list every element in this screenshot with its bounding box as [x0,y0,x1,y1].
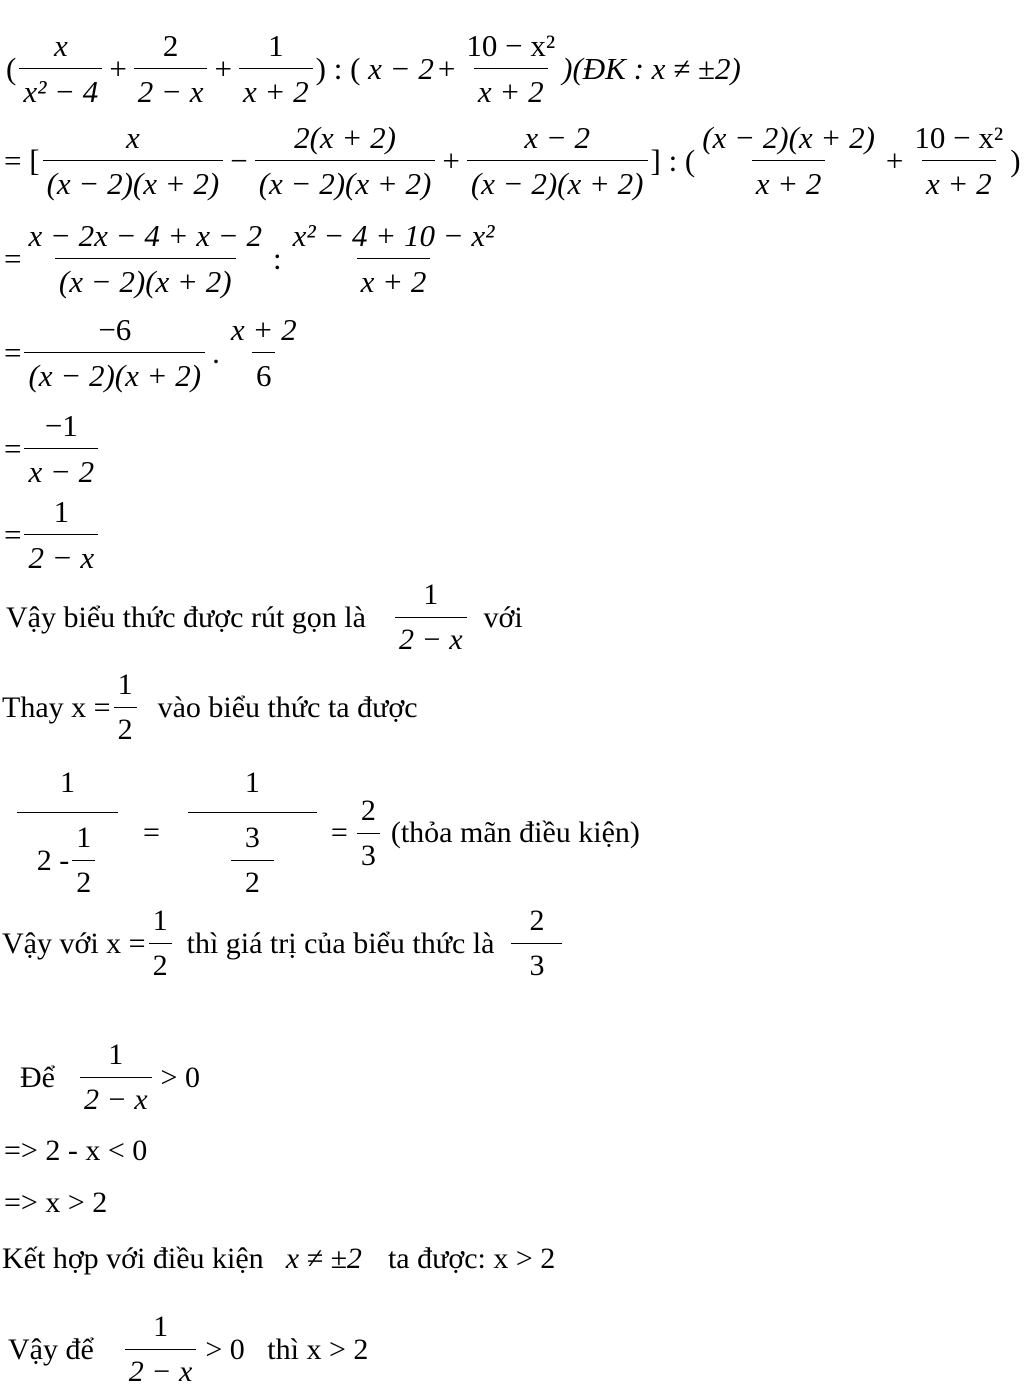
fraction: $\frac{2(x + 2)}{(x - 2)(x + 2)}$ [255,122,436,199]
evaluation: 1 2 - $\frac{1}{2}$ = $\frac{1}{\frac{3}{2}}$ = $\frac{2}{3}$ (thỏa mãn điều kiện) [0,768,640,898]
inequality-result: => x > 2 [4,1186,108,1219]
fraction: $\frac{2}{3}$ [357,796,380,871]
substitute-statement: Thay x = $\frac{1}{2}$ vào biểu thức ta được [2,668,418,746]
fraction: $\frac{(x - 2)(x + 2)}{x + 2}$ [702,120,875,201]
fraction: $\frac{-1}{x - 2}$ [24,410,98,487]
fraction: $\frac{\text{x² − 4 + 10 − x²}}{x + 2}$ [292,218,495,299]
fraction: $\frac{3}{2}$ [231,823,274,898]
fraction: $\frac{x}{(x - 2)(x + 2)}$ [43,122,224,199]
fraction: $\frac{x}{\text{x² − 4}}$ [19,30,102,107]
inequality-step: => 2 - x < 0 [4,1134,148,1167]
expression-original: ( $\frac{x}{\text{x² − 4}}$ + $\frac{2}{2 - x}$ + $\frac{1}{x + 2}$ ) : ( x − 2 + $\frac{\text{10 − x²}}{x + 2}$ )(ĐK : x ≠ ±2) [6,28,741,109]
inequality-statement: Để $\frac{1}{2 - x}$ > 0 [20,1038,200,1116]
combine-condition: Kết hợp với điều kiện x ≠ ±2 ta được: x > 2 [2,1242,556,1275]
conclusion-simplified: Vậy biểu thức được rút gọn là $\frac{1}{2 - x}$ với [6,578,523,656]
fraction: $\frac{x - 2}{(x - 2)(x + 2)}$ [467,122,648,199]
final-conclusion: Vậy để $\frac{1}{2 - x}$ > 0 thì x > 2 [8,1310,369,1388]
expression-step-common-denominator: = [ $\frac{x}{(x - 2)(x + 2)}$ − $\frac{2(x + 2)}{(x - 2)(x + 2)}$ + $\frac{x - 2}{(x - 2)(x + 2)}$ ] : ( $\frac{(x - 2)(x + 2)}{x + 2}$ + $\frac{\text{10 − x²}}{x + 2}$ ) [4,120,1021,201]
fraction: $\frac{-6}{(x - 2)(x + 2)}$ [24,314,205,391]
fraction: $\frac{x - 2x - 4 + x - 2}{(x - 2)(x + 2)}$ [28,218,262,299]
fraction: $\frac{x + 2}{6}$ [230,312,297,393]
fraction: $\frac{1}{x + 2}$ [239,30,313,107]
expression-step-combined: = $\frac{x - 2x - 4 + x - 2}{(x - 2)(x + 2)}$ : $\frac{\text{x² − 4 + 10 − x²}}{x + 2}$ [4,220,501,297]
fraction: $\frac{1}{2}$ [149,906,172,981]
fraction: $\frac{2}{2 - x}$ [134,30,208,107]
value-conclusion: Vậy với x = $\frac{1}{2}$ thì giá trị của biểu thức là $\frac{2}{3}$ [2,906,565,981]
fraction: $\frac{1}{2 - x}$ [395,580,467,655]
fraction: $\frac{1}{2}$ [114,670,137,745]
fraction: $\frac{1}{2 - x}$ [24,496,98,573]
fraction: $\frac{\text{10 − x²}}{x + 2}$ [914,120,1004,201]
fraction: $\frac{\text{10 − x²}}{x + 2}$ [466,28,556,109]
expression-step-simplified: = $\frac{-1}{x - 2}$ [4,410,101,487]
fraction: $\frac{1}{2 - x}$ [125,1312,197,1387]
fraction: 1 2 - $\frac{1}{2}$ [0,768,135,898]
fraction: $\frac{1}{2 - x}$ [80,1040,152,1115]
fraction: $\frac{2}{3}$ [511,906,562,981]
fraction: $\frac{1}{\frac{3}{2}}$ [188,768,317,898]
expression-result: = $\frac{1}{2 - x}$ [4,496,101,573]
expression-step-multiply: = $\frac{-6}{(x - 2)(x + 2)}$ . $\frac{x + 2}{6}$ [4,314,304,391]
fraction: $\frac{1}{2}$ [72,823,95,898]
